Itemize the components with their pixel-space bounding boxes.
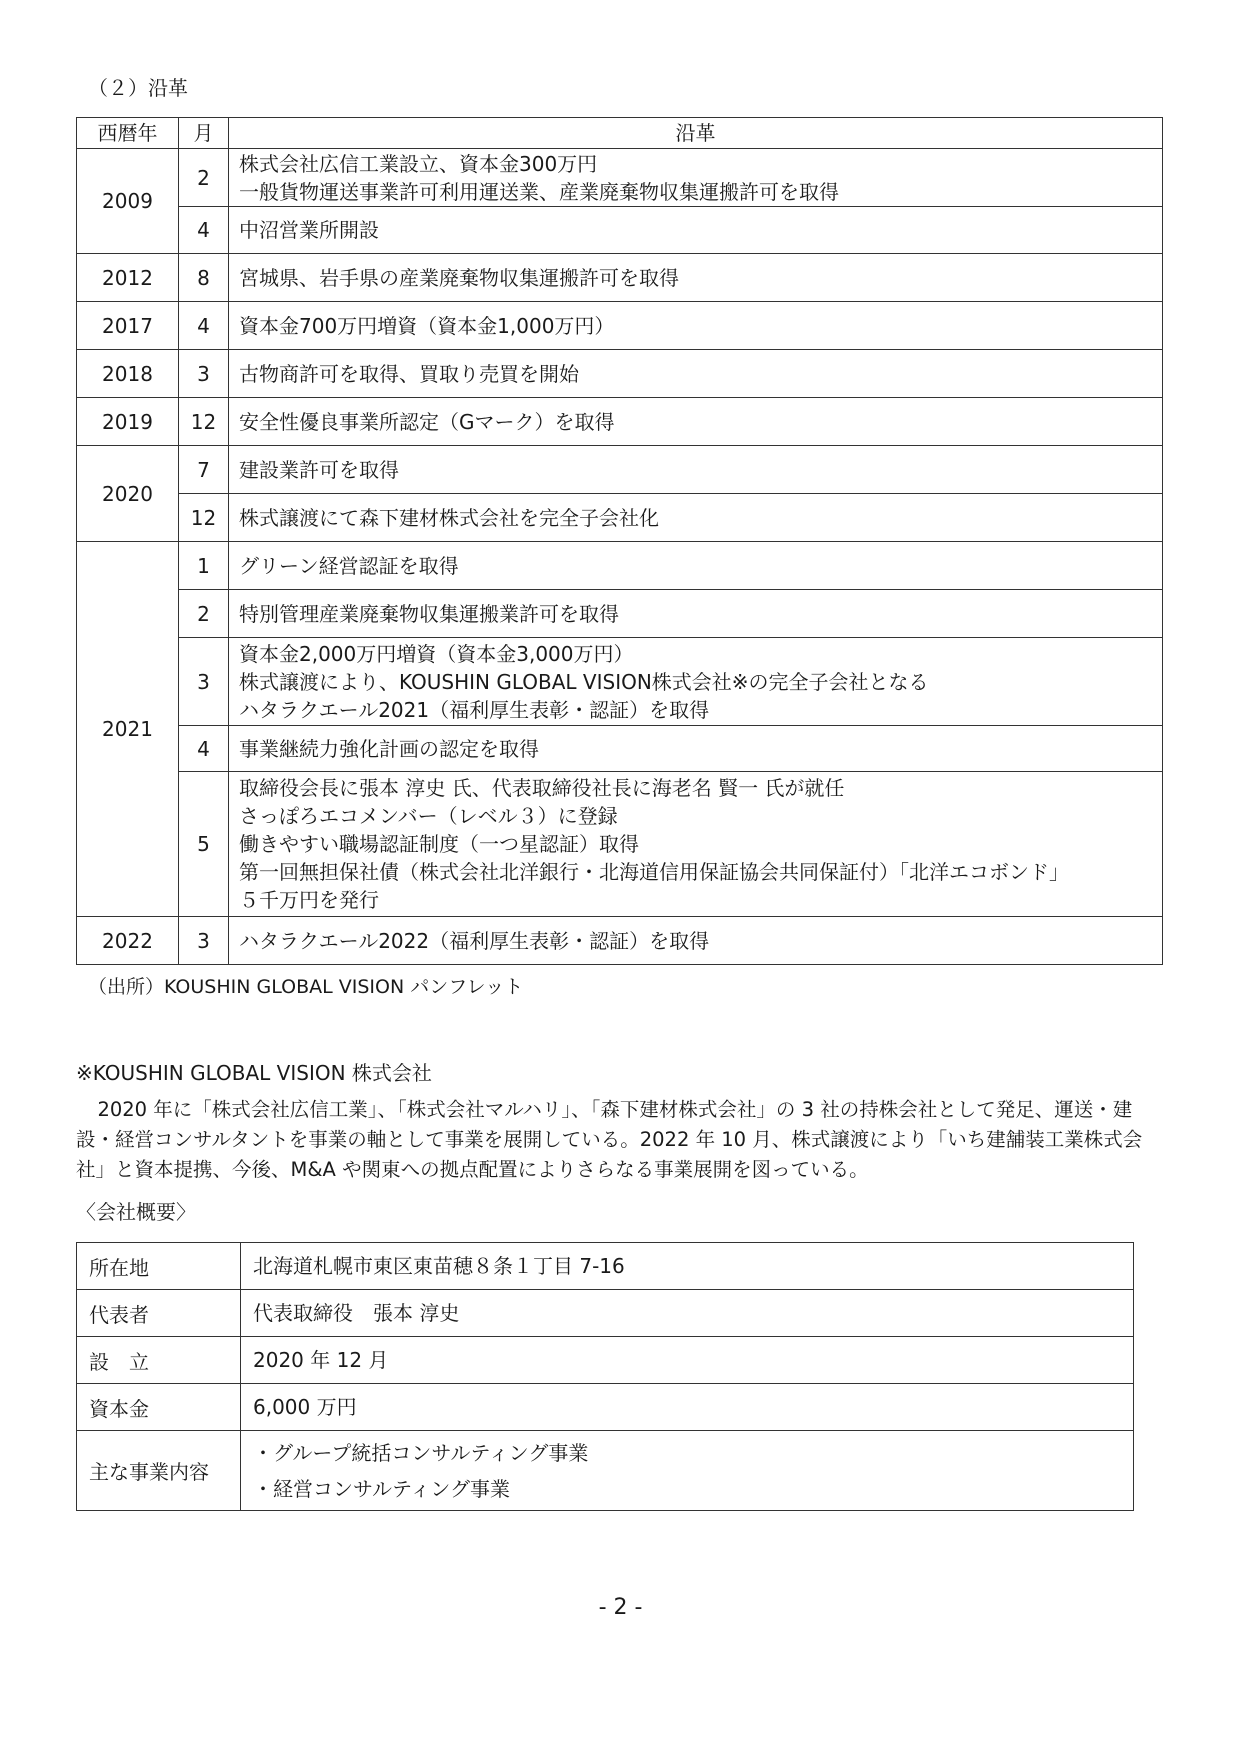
month-cell: 3 <box>179 350 229 398</box>
page-number: - 2 - <box>598 1595 643 1620</box>
event-line: 株式会社広信工業設立、資本金300万円 <box>239 151 598 176</box>
table-row <box>77 446 1163 494</box>
table-row <box>77 1290 1134 1337</box>
note-heading: ※KOUSHIN GLOBAL VISION 株式会社 <box>76 1061 432 1085</box>
event-line: 建設業許可を取得 <box>239 457 399 482</box>
table-row <box>77 1337 1134 1384</box>
profile-value-line: ・グループ統括コンサルティング事業 <box>253 1440 589 1465</box>
event-cell <box>229 446 1163 494</box>
event-cell <box>229 638 1163 726</box>
year-cell: 2018 <box>77 350 179 398</box>
event-line: 第一回無担保社債（株式会社北洋銀行・北海道信用保証協会共同保証付）「北洋エコボンド」 <box>239 860 1069 884</box>
company-profile-table <box>76 1242 1134 1511</box>
event-line: 事業継続力強化計画の認定を取得 <box>239 736 539 761</box>
table-row <box>77 638 1163 726</box>
profile-label: 代表者 <box>77 1290 241 1337</box>
profile-value-line: 代表取締役 張本 淳史 <box>253 1301 460 1325</box>
event-cell <box>229 772 1163 917</box>
event-line: グリーン経営認証を取得 <box>239 553 459 578</box>
header-month: 月 <box>179 118 229 149</box>
table-row <box>77 917 1163 965</box>
profile-label: 所在地 <box>77 1243 241 1290</box>
table-row <box>77 1243 1134 1290</box>
event-cell <box>229 254 1163 302</box>
table-row <box>77 772 1163 917</box>
year-cell: 2017 <box>77 302 179 350</box>
profile-heading: 〈会社概要〉 <box>76 1200 196 1224</box>
event-line: 特別管理産業廃棄物収集運搬業許可を取得 <box>239 601 619 626</box>
event-line: ハタラクエール2021（福利厚生表彰・認証）を取得 <box>239 697 710 722</box>
event-cell <box>229 302 1163 350</box>
table-row <box>77 726 1163 772</box>
table-row <box>77 542 1163 590</box>
event-line: 取締役会長に張本 淳史 氏、代表取締役社長に海老名 賢一 氏が就任 <box>239 776 845 800</box>
table-row <box>77 398 1163 446</box>
month-cell: 4 <box>179 207 229 254</box>
event-line: 資本金700万円増資（資本金1,000万円） <box>239 313 615 338</box>
event-line: 古物商許可を取得、買取り売買を開始 <box>239 361 579 386</box>
month-cell: 2 <box>179 590 229 638</box>
section-title: （２）沿革 <box>88 76 188 100</box>
year-cell: 2022 <box>77 917 179 965</box>
profile-value <box>241 1243 1134 1290</box>
year-cell: 2020 <box>77 446 179 542</box>
event-cell <box>229 207 1163 254</box>
table-row <box>77 149 1163 207</box>
event-cell <box>229 494 1163 542</box>
history-header-row <box>77 118 1163 149</box>
event-line: 中沼営業所開設 <box>239 218 379 242</box>
event-line: 宮城県、岩手県の産業廃棄物収集運搬許可を取得 <box>239 265 679 290</box>
table-row <box>77 207 1163 254</box>
month-cell: 3 <box>179 638 229 726</box>
month-cell: 7 <box>179 446 229 494</box>
month-cell: 3 <box>179 917 229 965</box>
event-line: さっぽろエコメンバー（レベル３）に登録 <box>239 804 618 828</box>
event-cell <box>229 398 1163 446</box>
table-row <box>77 254 1163 302</box>
table-row <box>77 1431 1134 1511</box>
event-cell <box>229 542 1163 590</box>
table-row <box>77 590 1163 638</box>
event-line: 働きやすい職場認証制度（一つ星認証）取得 <box>239 832 639 856</box>
profile-value-line: ・経営コンサルティング事業 <box>253 1476 510 1501</box>
profile-label: 資本金 <box>77 1384 241 1431</box>
event-line: 株式譲渡により、KOUSHIN GLOBAL VISION株式会社※の完全子会社となる <box>239 669 929 694</box>
event-line: 資本金2,000万円増資（資本金3,000万円） <box>239 641 634 666</box>
table-row <box>77 1384 1134 1431</box>
event-line: ５千万円を発行 <box>239 888 379 912</box>
month-cell: 4 <box>179 302 229 350</box>
table-row <box>77 302 1163 350</box>
event-cell <box>229 726 1163 772</box>
history-table <box>76 117 1163 965</box>
profile-value <box>241 1431 1134 1511</box>
profile-value-line: 北海道札幌市東区東苗穂８条１丁目 7-16 <box>253 1254 625 1278</box>
event-cell <box>229 350 1163 398</box>
event-line: 株式譲渡にて森下建材株式会社を完全子会社化 <box>239 505 659 530</box>
month-cell: 12 <box>179 494 229 542</box>
note-paragraph: 2020 年に「株式会社広信工業」、「株式会社マルハリ」、「森下建材株式会社」の 3 社の持株会社として発足、運送・建設・経営コンサルタントを事業の軸として事業を展開している。2022 年 10 月、株式譲渡により「いち建舗装工業株式会社」と資本提携、今後、M&A や関東への拠点配置によりさらなる事業展開を図っている。 <box>76 1098 1143 1181</box>
event-cell <box>229 590 1163 638</box>
table-row <box>77 350 1163 398</box>
month-cell: 12 <box>179 398 229 446</box>
year-cell: 2012 <box>77 254 179 302</box>
profile-value <box>241 1337 1134 1384</box>
profile-label: 設 立 <box>77 1337 241 1384</box>
month-cell: 8 <box>179 254 229 302</box>
profile-value <box>241 1290 1134 1337</box>
event-cell <box>229 149 1163 207</box>
event-line: 安全性優良事業所認定（Gマーク）を取得 <box>239 409 615 434</box>
year-cell: 2021 <box>77 542 179 917</box>
year-cell: 2019 <box>77 398 179 446</box>
event-cell <box>229 917 1163 965</box>
month-cell: 4 <box>179 726 229 772</box>
profile-value-line: 6,000 万円 <box>253 1395 357 1419</box>
header-event: 沿革 <box>229 118 1163 149</box>
source-note: （出所）KOUSHIN GLOBAL VISION パンフレット <box>88 976 524 998</box>
event-line: ハタラクエール2022（福利厚生表彰・認証）を取得 <box>239 928 710 953</box>
header-year: 西暦年 <box>77 118 179 149</box>
month-cell: 2 <box>179 149 229 207</box>
table-row <box>77 494 1163 542</box>
profile-label: 主な事業内容 <box>77 1431 241 1511</box>
year-cell: 2009 <box>77 149 179 254</box>
event-line: 一般貨物運送事業許可利用運送業、産業廃棄物収集運搬許可を取得 <box>239 179 839 204</box>
profile-value <box>241 1384 1134 1431</box>
profile-value-line: 2020 年 12 月 <box>253 1348 389 1372</box>
month-cell: 5 <box>179 772 229 917</box>
month-cell: 1 <box>179 542 229 590</box>
